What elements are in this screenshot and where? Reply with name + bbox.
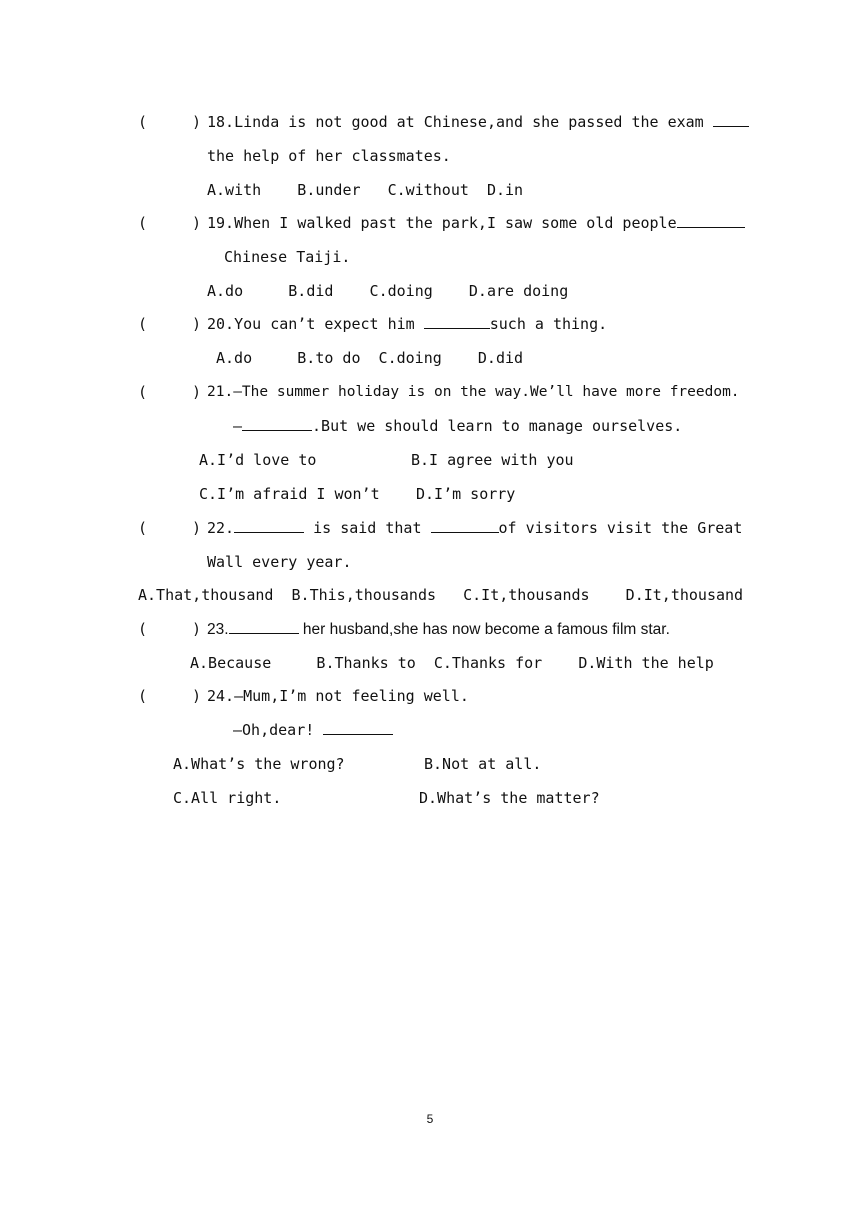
question-22-options: A.That,thousand B.This,thousands C.It,thousands D.It,thousand <box>138 586 744 604</box>
answer-paren-open: ( <box>138 214 148 232</box>
answer-paren-open: ( <box>138 383 148 401</box>
answer-paren-close: ) <box>192 519 202 537</box>
answer-blank <box>229 619 299 634</box>
answer-paren-open: ( <box>138 113 148 131</box>
question-19-stem <box>207 213 745 233</box>
page-number: 5 <box>426 1112 434 1126</box>
question-text: —The summer holiday is on the way.We’ll have more freedom. <box>233 384 740 400</box>
question-21-reply <box>233 416 682 436</box>
question-23-stem <box>207 619 670 639</box>
reply-text: —Oh,dear! <box>233 721 324 739</box>
question-18-stem-cont: the help of her classmates. <box>207 147 451 165</box>
answer-blank <box>431 518 499 533</box>
question-19-stem-cont: Chinese Taiji. <box>224 248 351 266</box>
question-24-option-b: B.Not at all. <box>424 755 542 773</box>
answer-blank <box>677 213 745 228</box>
question-23-options: A.Because B.Thanks to C.Thanks for D.With the help <box>190 654 714 672</box>
dash: — <box>233 417 243 435</box>
reply-text: .But we should learn to manage ourselves. <box>312 417 683 435</box>
question-24-option-c: C.All right. <box>173 789 282 807</box>
answer-blank <box>713 112 749 127</box>
question-number: 21. <box>207 384 234 400</box>
question-text: —Mum,I’m not feeling well. <box>234 687 469 705</box>
answer-paren-close: ) <box>192 315 202 333</box>
question-text: is said that <box>304 519 431 537</box>
answer-paren-open: ( <box>138 519 148 537</box>
question-text-after: such a thing. <box>489 315 608 333</box>
answer-paren-open: ( <box>138 620 148 638</box>
question-18-options: A.with B.under C.without D.in <box>207 181 524 199</box>
answer-paren-close: ) <box>192 383 202 401</box>
question-22-stem-cont: Wall every year. <box>207 553 352 571</box>
question-21-option-a: A.I’d love to <box>199 451 317 469</box>
question-22-stem <box>207 518 742 538</box>
answer-blank <box>242 416 312 431</box>
answer-paren-close: ) <box>192 214 202 232</box>
question-number: 23. <box>207 621 229 638</box>
question-text-after: of visitors visit the Great <box>498 519 743 537</box>
question-number: 19. <box>207 214 235 232</box>
answer-paren-close: ) <box>192 113 202 131</box>
question-24-option-a: A.What’s the wrong? <box>173 755 345 773</box>
question-number: 24. <box>207 687 235 705</box>
question-text: You can’t expect him <box>234 315 424 333</box>
question-21-stem <box>207 382 740 402</box>
answer-paren-open: ( <box>138 687 148 705</box>
question-24-option-d: D.What’s the matter? <box>419 789 600 807</box>
question-24-stem <box>207 686 469 706</box>
question-21-option-c: C.I’m afraid I won’t <box>199 485 380 503</box>
answer-paren-close: ) <box>192 687 202 705</box>
question-21-option-b: B.I agree with you <box>411 451 574 469</box>
question-20-options: A.do B.to do C.doing D.did <box>216 349 524 367</box>
answer-blank <box>323 720 393 735</box>
question-text: When I walked past the park,I saw some old people <box>234 214 677 232</box>
question-18-stem <box>207 112 749 132</box>
question-text-after: her husband,she has now become a famous film star. <box>298 621 670 638</box>
question-21-option-d: D.I’m sorry <box>416 485 516 503</box>
question-number: 22. <box>207 519 235 537</box>
answer-paren-open: ( <box>138 315 148 333</box>
answer-blank <box>234 518 304 533</box>
question-24-reply <box>233 720 393 740</box>
answer-paren-close: ) <box>192 620 202 638</box>
question-19-options: A.do B.did C.doing D.are doing <box>207 282 569 300</box>
answer-blank <box>424 314 490 329</box>
question-number: 20. <box>207 315 235 333</box>
question-number: 18. <box>207 113 235 131</box>
question-20-stem <box>207 314 607 334</box>
question-text: Linda is not good at Chinese,and she passed the exam <box>234 113 713 131</box>
